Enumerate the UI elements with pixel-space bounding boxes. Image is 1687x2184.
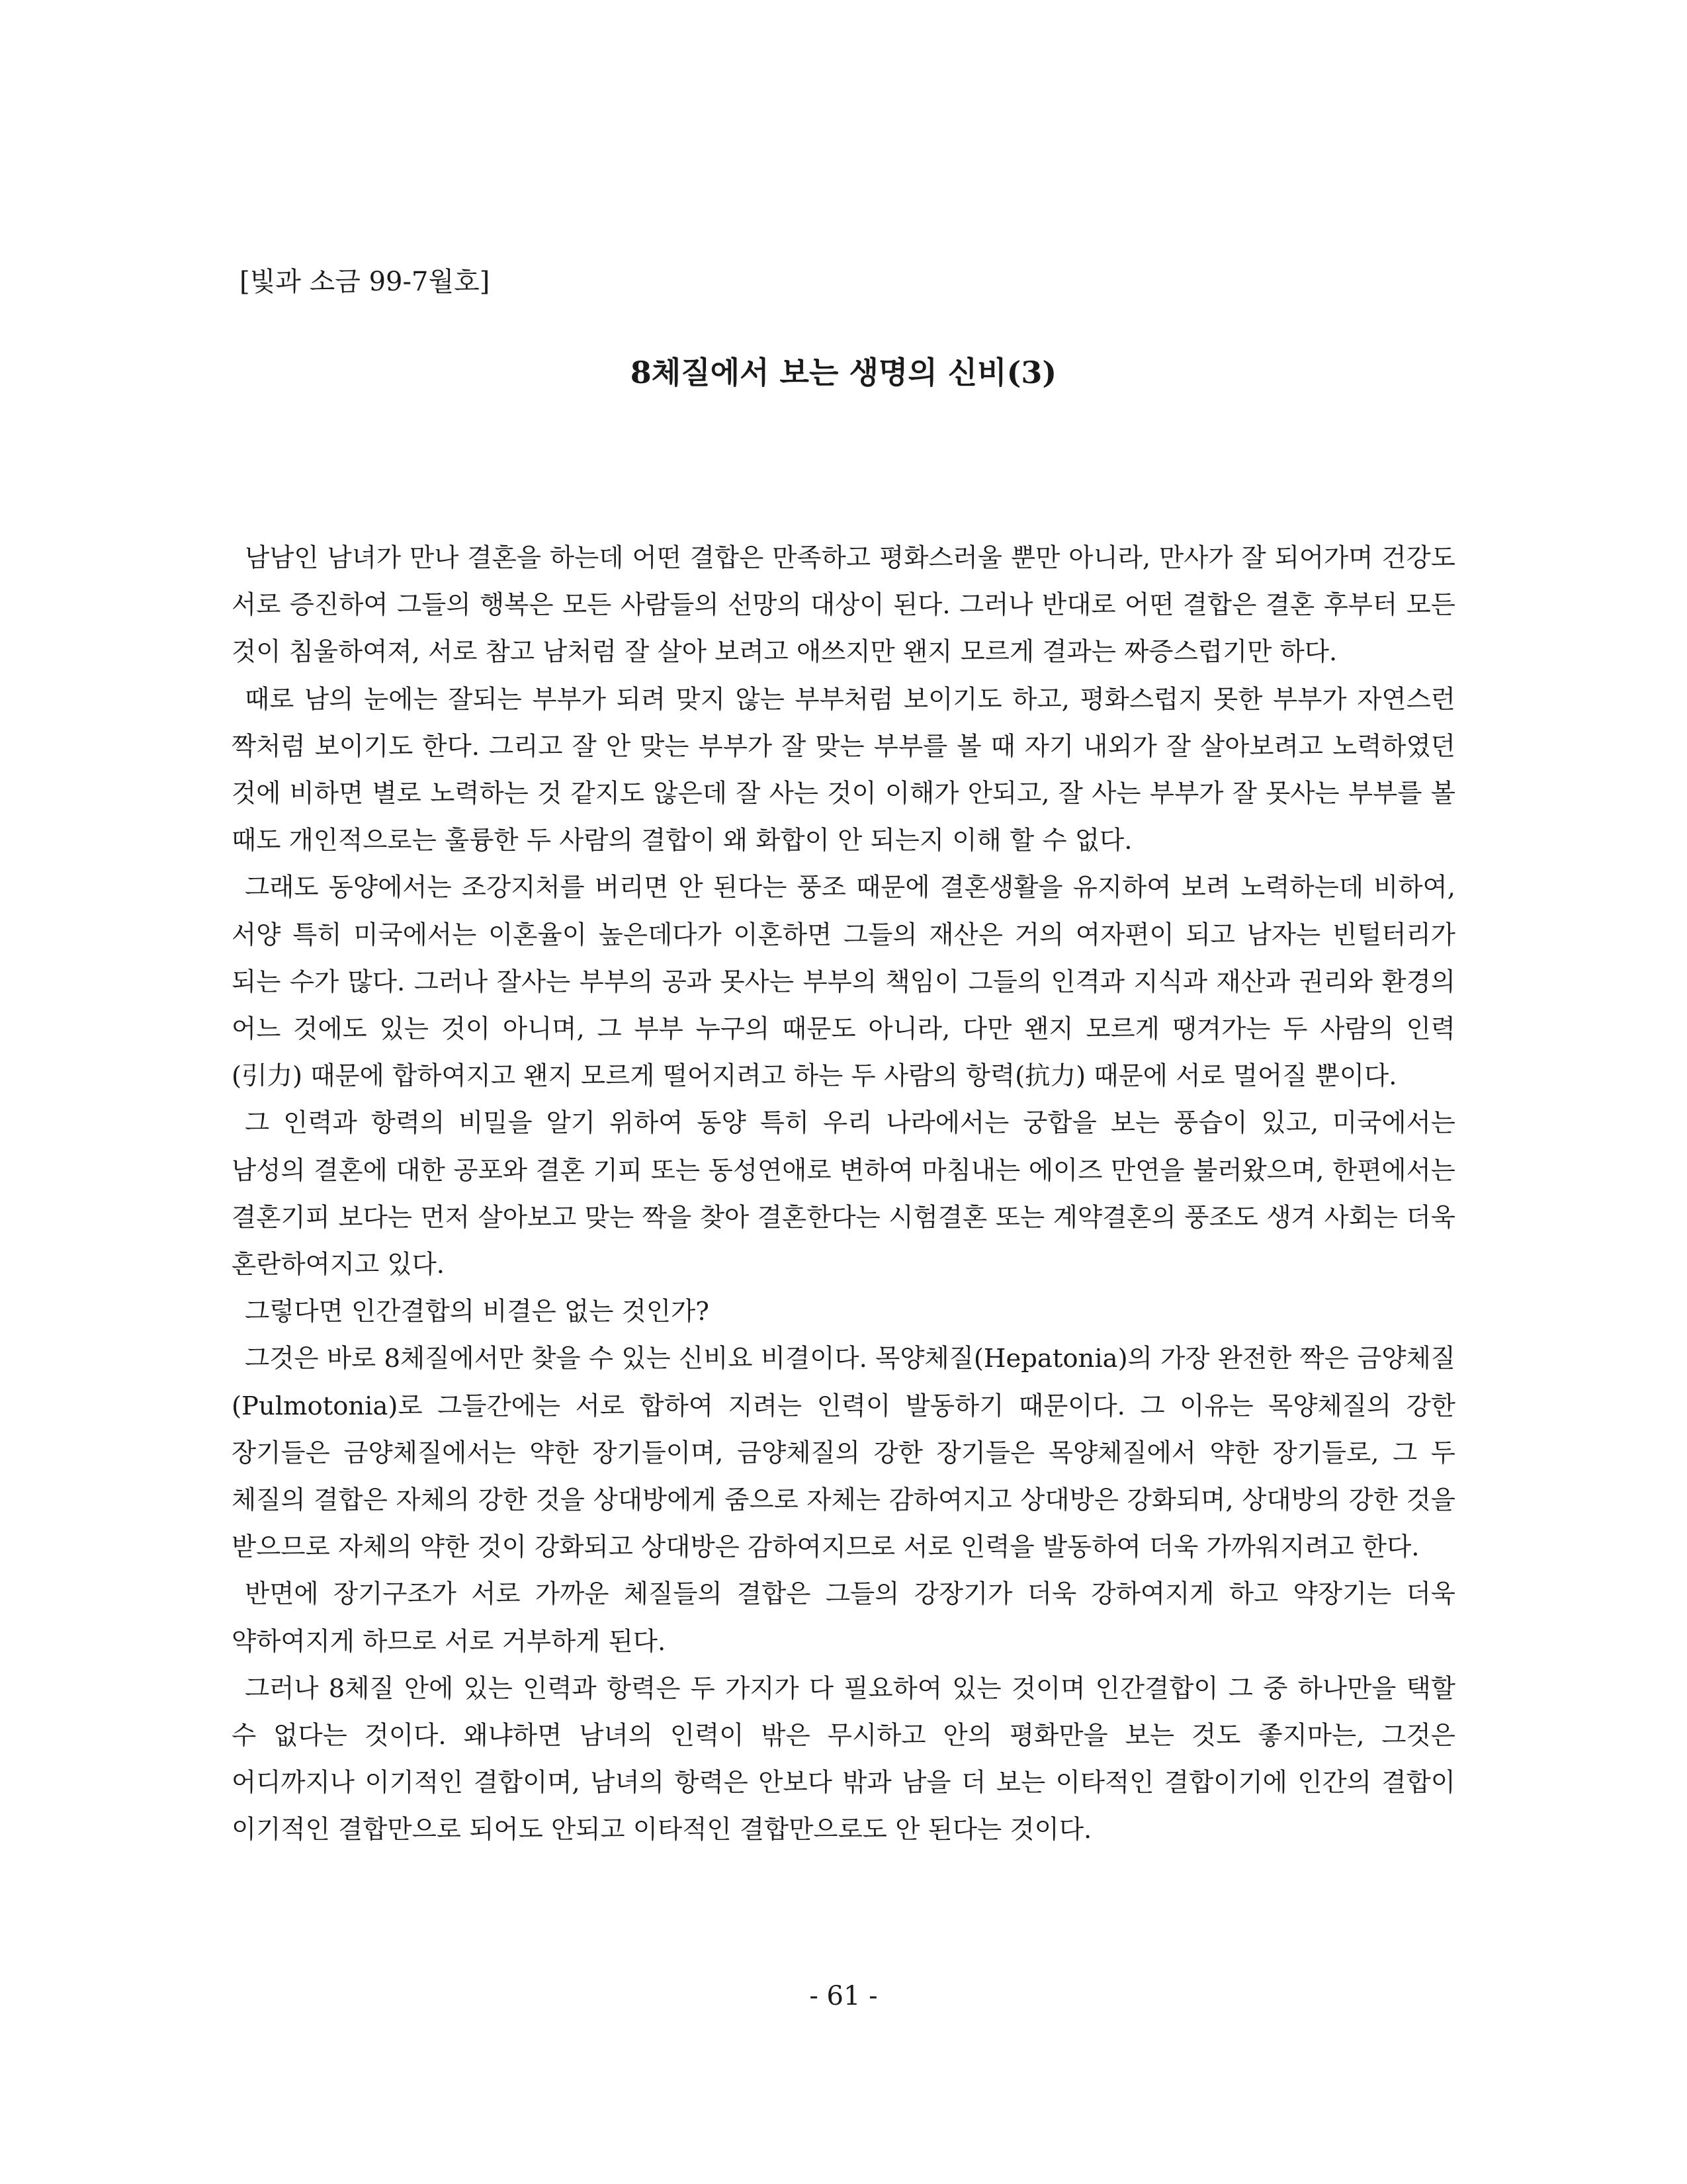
source-citation: [빛과 소금 99-7월호] — [239, 267, 490, 297]
paragraph: 그러나 8체질 안에 있는 인력과 항력은 두 가지가 다 필요하여 있는 것이며 인간결합이 그 중 하나만을 택할 수 없다는 것이다. 왜냐하면 남녀의 인력이 밖은 무시하고 안의 평화만을 보는 것도 좋지마는, 그것은 어디까지나 이기적인 결합이며, 남녀의 항력은 안보다 밖과 남을 더 보는 이타적인 결합이기에 인간의 결합이 이기적인 결합만으로 되어도 안되고 이타적인 결합만으로도 안 된다는 것이다. — [232, 1673, 1455, 1845]
paragraph: 그것은 바로 8체질에서만 찾을 수 있는 신비요 비결이다. 목양체질(Hepatonia)의 가장 완전한 짝은 금양체질(Pulmotonia)로 그들간에는 서로 합하여 지려는 인력이 발동하기 때문이다. 그 이유는 목양체질의 강한 장기들은 금양체질에서는 약한 장기들이며, 금양체질의 강한 장기들은 목양체질에서 약한 장기들로, 그 두 체질의 결합은 자체의 강한 것을 상대방에게 줌으로 자체는 감하여지고 상대방은 강화되며, 상대방의 강한 것을 받으므로 자체의 약한 것이 강화되고 상대방은 감하여지므로 서로 인력을 발동하여 더욱 가까워지려고 한다. — [232, 1344, 1455, 1563]
paragraph: 그렇다면 인간결합의 비결은 없는 것인가? — [245, 1297, 709, 1327]
article-body — [232, 535, 1455, 1854]
paragraph: 때로 남의 눈에는 잘되는 부부가 되려 맞지 않는 부부처럼 보이기도 하고, 평화스럽지 못한 부부가 자연스런 짝처럼 보이기도 한다. 그리고 잘 안 맞는 부부가 잘 맞는 부부를 볼 때 자기 내외가 잘 살아보려고 노력하였던 것에 비하면 별로 노력하는 것 같지도 않은데 잘 사는 것이 이해가 안되고, 잘 사는 부부가 잘 못사는 부부를 볼 때도 개인적으로는 훌륭한 두 사람의 결합이 왜 화합이 안 되는지 이해 할 수 없다. — [232, 684, 1455, 856]
paragraph: 반면에 장기구조가 서로 가까운 체질들의 결합은 그들의 강장기가 더욱 강하여지게 하고 약장기는 더욱 약하여지게 하므로 서로 거부하게 된다. — [232, 1579, 1455, 1657]
paragraph: 그래도 동양에서는 조강지처를 버리면 안 된다는 풍조 때문에 결혼생활을 유지하여 보려 노력하는데 비하여, 서양 특히 미국에서는 이혼율이 높은데다가 이혼하면 그들의 재산은 거의 여자편이 되고 남자는 빈털터리가 되는 수가 많다. 그러나 잘사는 부부의 공과 못사는 부부의 책임이 그들의 인격과 지식과 재산과 권리와 환경의 어느 것에도 있는 것이 아니며, 그 부부 누구의 때문도 아니라, 다만 왠지 모르게 땡겨가는 두 사람의 인력(引力) 때문에 합하여지고 왠지 모르게 떨어지려고 하는 두 사람의 항력(抗力) 때문에 서로 멀어질 뿐이다. — [232, 873, 1455, 1092]
article-title: 8체질에서 보는 생명의 신비(3) — [630, 355, 1057, 390]
paragraph: 남남인 남녀가 만나 결혼을 하는데 어떤 결합은 만족하고 평화스러울 뿐만 아니라, 만사가 잘 되어가며 건강도 서로 증진하여 그들의 행복은 모든 사람들의 선망의 대상이 된다. 그러나 반대로 어떤 결합은 결혼 후부터 모든 것이 침울하여져, 서로 참고 남처럼 잘 살아 보려고 애쓰지만 왠지 모르게 결과는 짜증스럽기만 하다. — [232, 543, 1455, 668]
page-number: - 61 - — [809, 1981, 878, 2011]
paragraph: 그 인력과 항력의 비밀을 알기 위하여 동양 특히 우리 나라에서는 궁합을 보는 풍습이 있고, 미국에서는 남성의 결혼에 대한 공포와 결혼 기피 또는 동성연애로 변하여 마침내는 에이즈 만연을 불러왔으며, 한편에서는 결혼기피 보다는 먼저 살아보고 맞는 짝을 찾아 결혼한다는 시험결혼 또는 계약결혼의 풍조도 생겨 사회는 더욱 혼란하여지고 있다. — [232, 1108, 1455, 1280]
